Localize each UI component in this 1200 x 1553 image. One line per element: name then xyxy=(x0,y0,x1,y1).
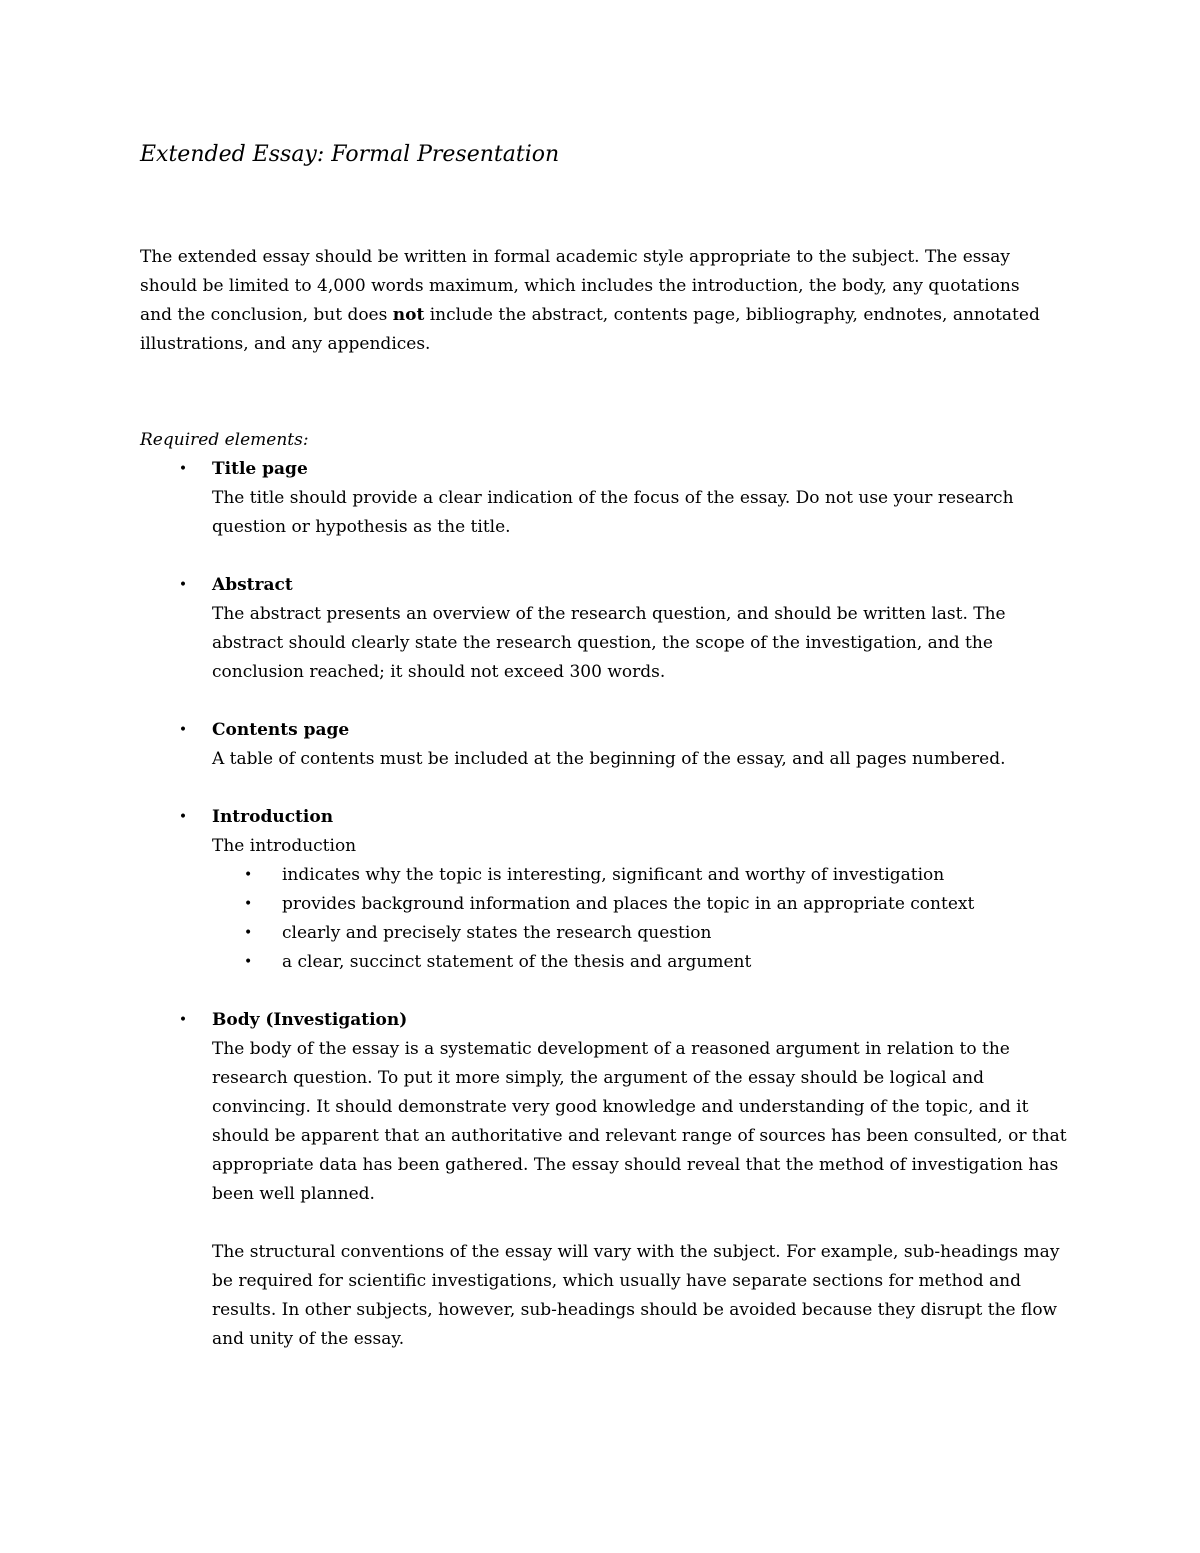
bullet-icon: • xyxy=(178,577,188,593)
element-text: The body of the essay is a systematic development of a reasoned argument in relation to the research question. To put it more simply, the argument of the essay should be logical and convincing. It should demonstrate very good knowledge and understanding of the topic, and it should be apparent that an authoritative and relevant range of sources has been consulted, or that appropriate data has been gathered. The essay should reveal that the method of investigation has been well planned. xyxy=(212,1039,1067,1204)
intro-text-part2: include the abstract, contents page, bibliography, endnotes, annotated illustrations, and any appendices. xyxy=(140,305,1040,354)
element-text: The abstract presents an overview of the research question, and should be written last. The abstract should clearly state the research question, the scope of the investigation, and the conclusion reached; it should not exceed 300 words. xyxy=(212,604,1006,682)
bullet-icon: • xyxy=(244,867,253,883)
intro-text-part1: The extended essay should be written in formal academic style appropriate to the subject. The essay should be limited to 4,000 words maximum, which includes the introduction, the body, any quotations and the conclusion, but does xyxy=(140,247,1020,325)
bullet-icon: • xyxy=(178,461,188,477)
required-elements-label: Required elements: xyxy=(140,430,309,450)
list-item-text: provides background information and places the topic in an appropriate context xyxy=(282,894,975,914)
element-heading: Introduction xyxy=(212,807,334,827)
element-text: The title should provide a clear indication of the focus of the essay. Do not use your research question or hypothesis as the title. xyxy=(212,488,1014,537)
element-title-page xyxy=(140,455,1070,542)
bullet-icon: • xyxy=(244,896,253,912)
bullet-icon: • xyxy=(244,925,253,941)
element-text: The introduction xyxy=(212,836,357,856)
list-item-text: clearly and precisely states the research question xyxy=(282,923,712,943)
list-item-text: indicates why the topic is interesting, significant and worthy of investigation xyxy=(282,865,945,885)
element-text-second-paragraph: The structural conventions of the essay will vary with the subject. For example, sub-headings may be required for scientific investigations, which usually have separate sections for method and results. In other subjects, however, sub-headings should be avoided because they disrupt the flow and unity of the essay. xyxy=(212,1242,1060,1349)
document-page xyxy=(140,140,1070,1349)
bullet-icon: • xyxy=(178,1012,188,1028)
list-item xyxy=(212,919,1070,948)
element-body xyxy=(140,1006,1070,1354)
bullet-icon: • xyxy=(244,954,253,970)
element-contents-page xyxy=(140,716,1070,774)
intro-paragraph xyxy=(140,243,1040,359)
element-introduction xyxy=(140,803,1070,977)
element-abstract xyxy=(140,571,1070,687)
element-heading: Title page xyxy=(212,459,308,479)
introduction-sublist xyxy=(212,861,1070,977)
bullet-icon: • xyxy=(178,722,188,738)
bullet-icon: • xyxy=(178,809,188,825)
list-item-text: a clear, succinct statement of the thesis and argument xyxy=(282,952,752,972)
list-item xyxy=(212,948,1070,977)
list-item xyxy=(212,890,1070,919)
element-heading: Body (Investigation) xyxy=(212,1010,408,1030)
element-heading: Contents page xyxy=(212,720,350,740)
element-text: A table of contents must be included at the beginning of the essay, and all pages numbered. xyxy=(212,749,1006,769)
intro-emphasis: not xyxy=(392,305,425,325)
list-item xyxy=(212,861,1070,890)
required-elements-list xyxy=(140,455,1070,1383)
document-title: Extended Essay: Formal Presentation xyxy=(140,142,560,167)
element-heading: Abstract xyxy=(212,575,293,595)
